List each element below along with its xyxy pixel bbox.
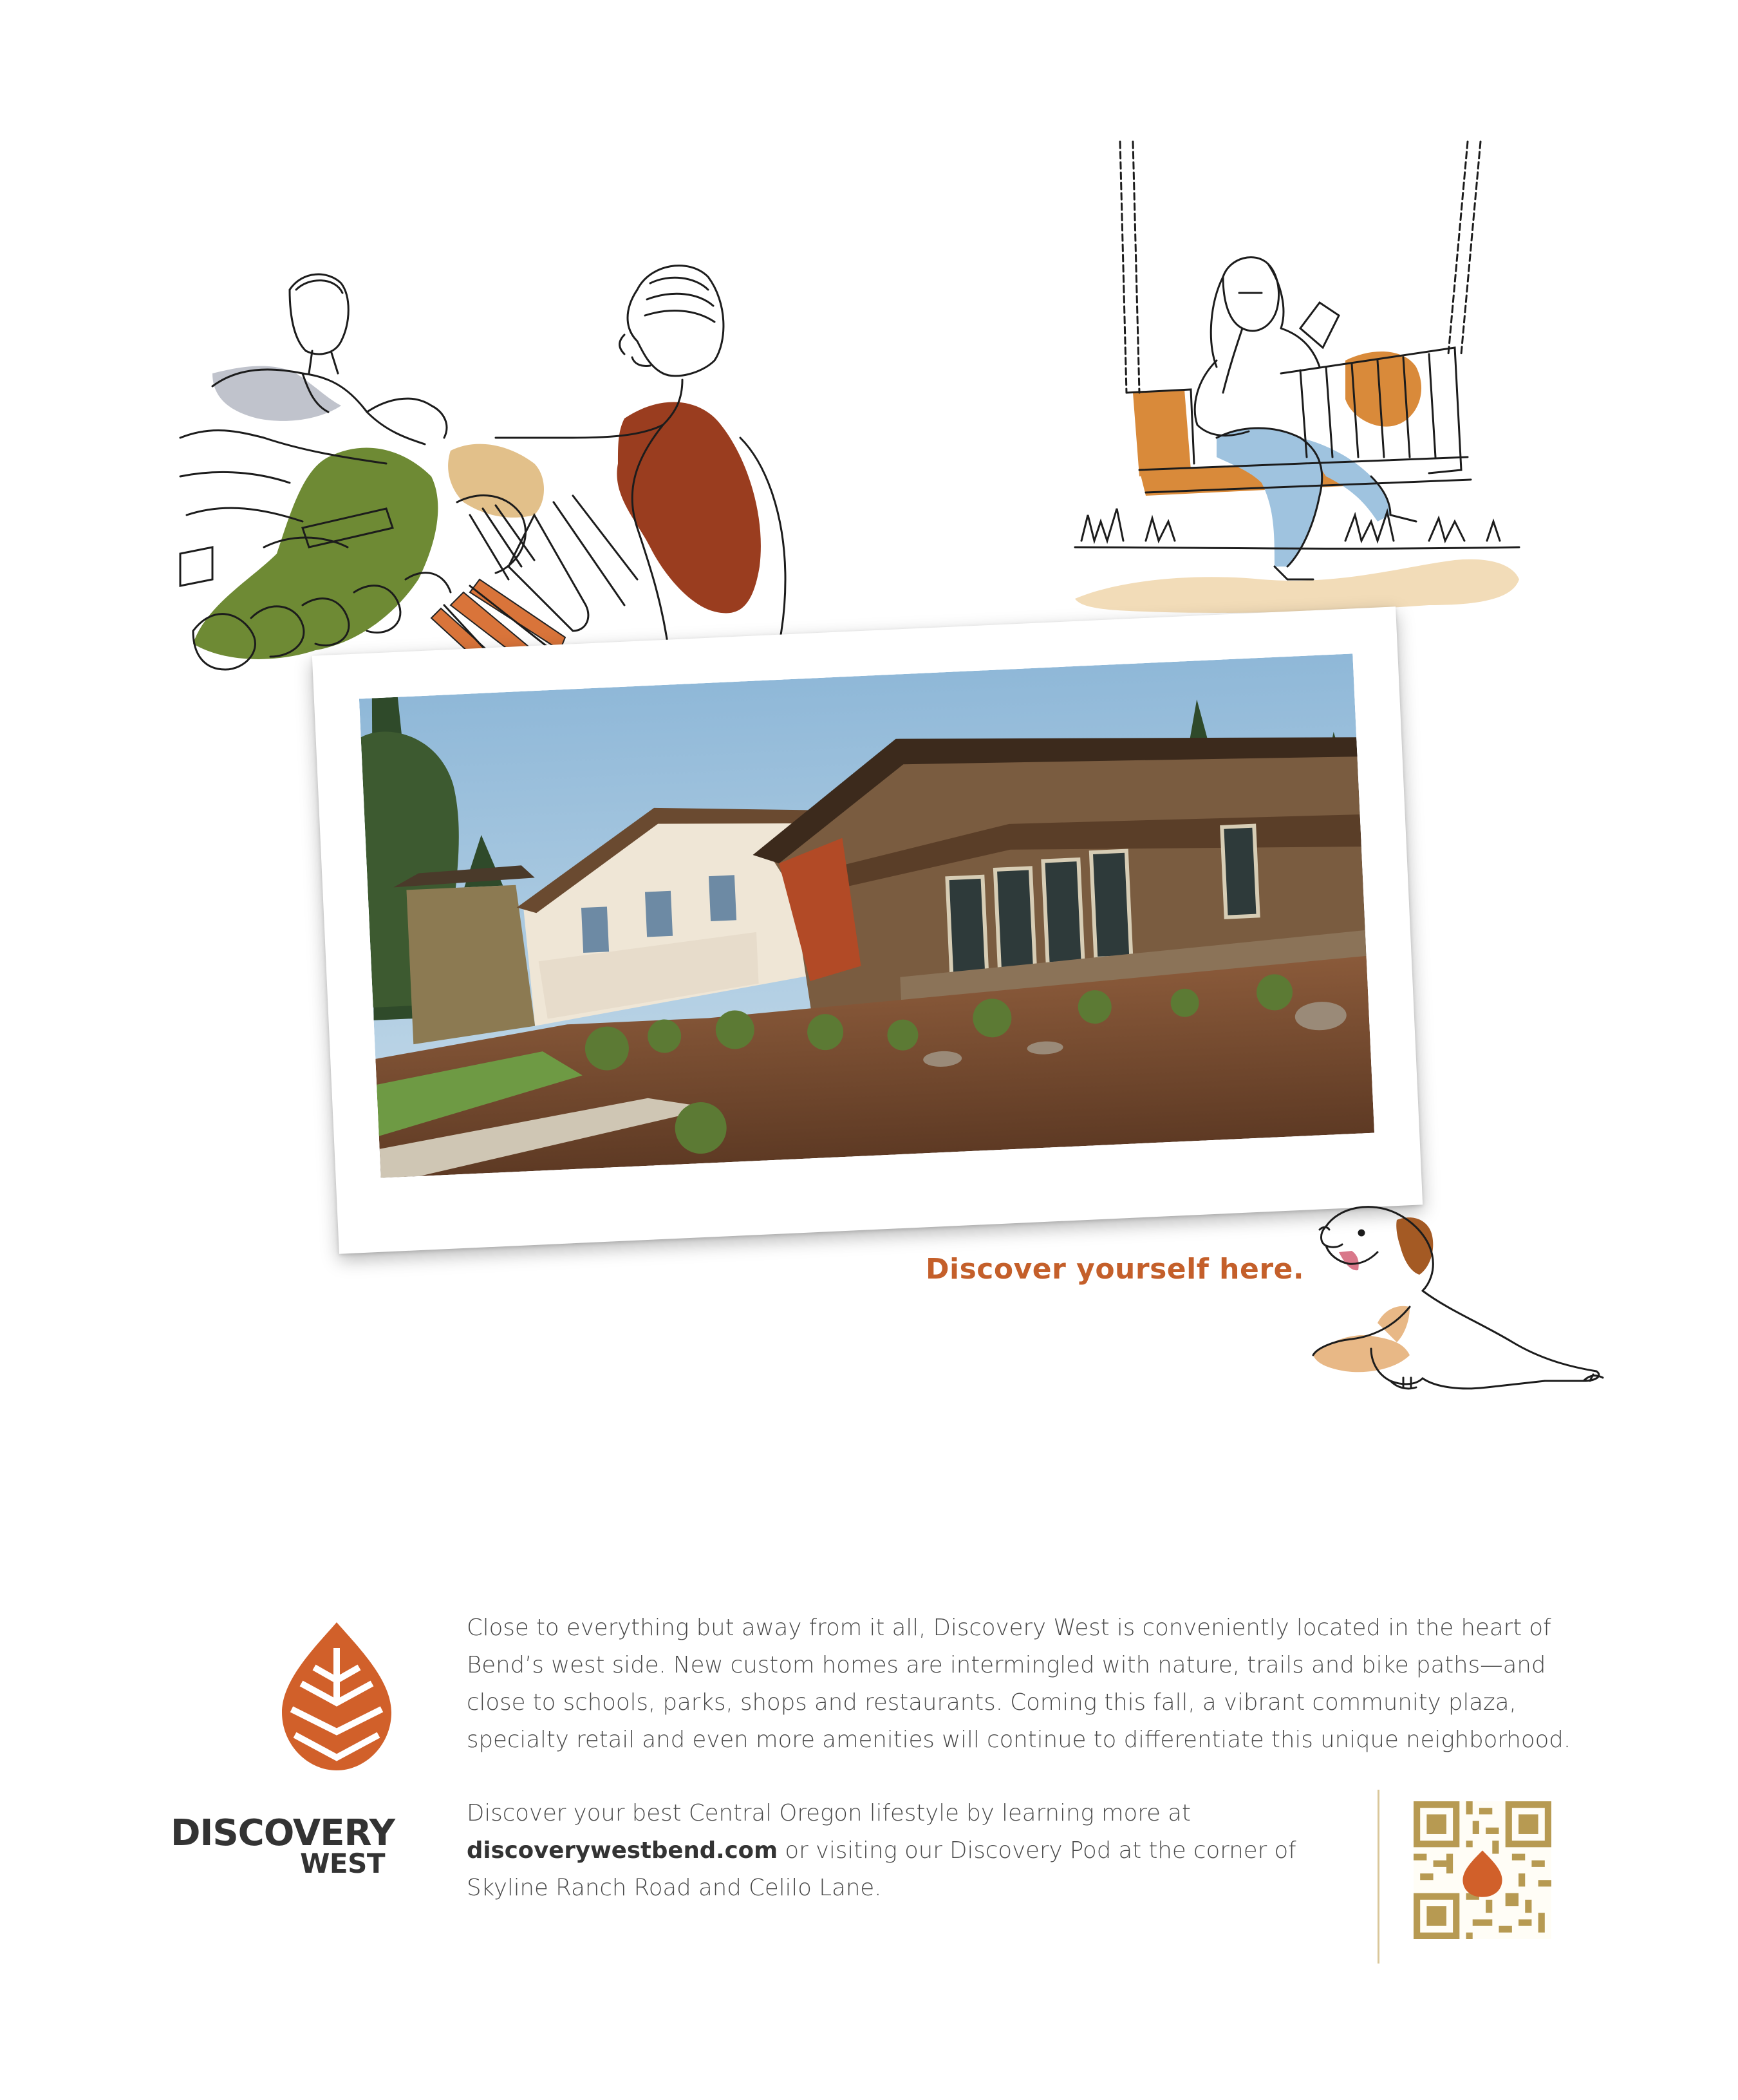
house-photo — [359, 653, 1374, 1177]
logo-wordmark-west: WEST — [300, 1848, 385, 1879]
market-illustration — [174, 245, 805, 695]
porch-swing-illustration — [1069, 135, 1532, 618]
pinecone-icon — [282, 1622, 391, 1770]
logo-wordmark-discovery: DISCOVERY — [171, 1812, 395, 1854]
tagline: Discover yourself here. — [926, 1253, 1305, 1286]
photo-card — [312, 606, 1423, 1253]
body-copy — [467, 1609, 1574, 1907]
body-paragraph-2 — [467, 1795, 1368, 1907]
qr-code-icon[interactable] — [1414, 1801, 1551, 1939]
body-paragraph-2-tail: or visiting our Discovery Pod at the corner of Skyline Ranch Road and Celilo Lane. — [467, 1837, 1296, 1901]
body-paragraph-2-lead: Discover your best Central Oregon lifestyle by learning more at — [467, 1800, 1191, 1826]
divider — [1378, 1790, 1379, 1964]
dog-illustration — [1300, 1194, 1622, 1407]
website-link[interactable]: discoverywestbend.com — [467, 1837, 778, 1864]
body-paragraph-1: Close to everything but away from it all, Discovery West is conveniently located in the heart of Bend’s west side. New custom homes are intermingled with nature, trails and bike paths—and close to schools, parks, shops and restaurants. Coming this fall, a vibrant community plaza, specialty retail and even more amenities will continue to differentiate this unique neighborhood. — [467, 1615, 1571, 1753]
